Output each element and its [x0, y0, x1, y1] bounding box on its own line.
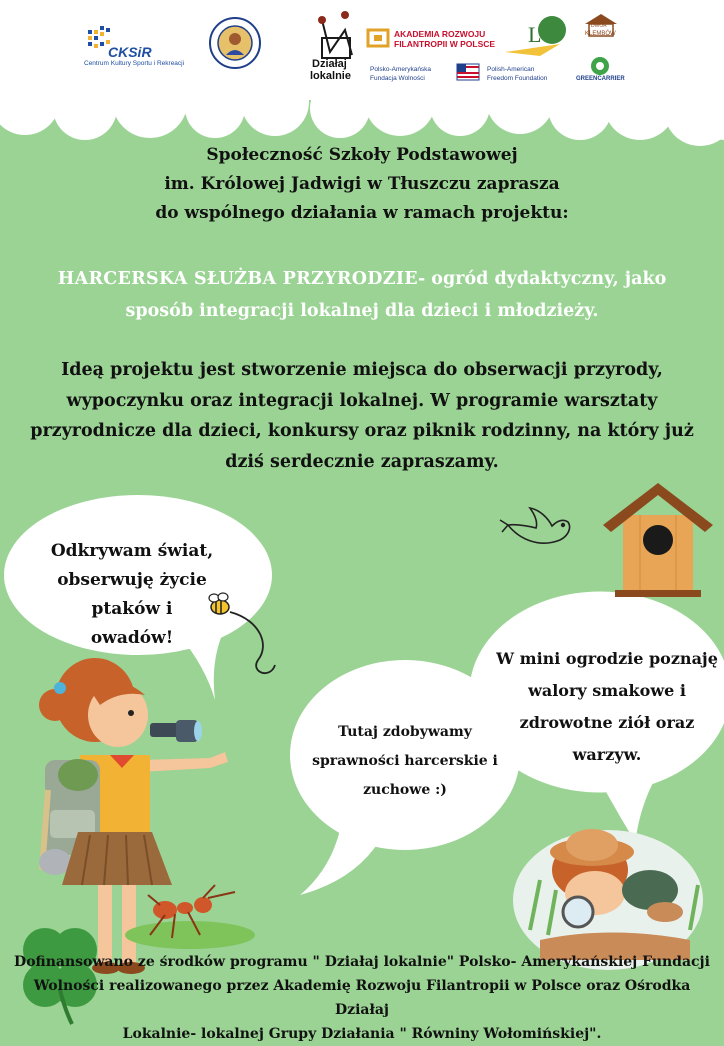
bubble-right-line: W mini ogrodzie poznaję: [496, 649, 718, 668]
bubble-left-line: obserwuję życie ptaków i: [57, 570, 207, 619]
dzialaj-line1: Działaj: [312, 58, 347, 70]
project-subtitle-part1: - ogród dydaktyczny, jako: [417, 269, 667, 289]
idea-line: wypoczynku oraz integracji lokalnej. W programie warsztaty: [66, 390, 658, 411]
akademia-line2: FILANTROPII W POLSCE: [394, 39, 496, 49]
footer-line: Lokalnie- lokalnej Grupy Działania " Równiny Wołomińskiej".: [122, 1026, 602, 1042]
cksir-name: Centrum Kultury Sportu i Rekreacji: [84, 60, 185, 67]
ant-on-leaf-illustration: [125, 885, 255, 949]
akademia-line1: AKADEMIA ROZWOJU: [394, 29, 486, 39]
pafw-line1: Polsko-Amerykańska: [370, 66, 432, 73]
paff-line1: Polish-American: [487, 66, 535, 73]
bubble-middle-line: sprawności harcerskie i: [312, 753, 498, 769]
project-title: HARCERSKA SŁUŻBA PRZYRODZIE: [57, 269, 418, 289]
bubble-middle-text: [310, 718, 500, 805]
pafw-flag-icon: [457, 64, 479, 80]
footer-line: Wolności realizowanego przez Akademię Rozwoju Filantropii w Polsce oraz Ośrodka Działaj: [33, 978, 691, 1018]
pafw-line2: Fundacja Wolności: [370, 75, 425, 82]
footer-line: Dofinansowano ze środków programu " Działaj lokalnie" Polsko- Amerykańskiej Fundacji: [14, 954, 710, 970]
paff-line2: Freedom Foundation: [487, 75, 548, 82]
bubble-right-line: walory smakowe i: [528, 681, 686, 700]
bubble-middle-line: zuchowe :): [363, 782, 447, 798]
bubble-middle-line: Tutaj zdobywamy: [338, 724, 472, 740]
boy-with-magnifier-illustration: [513, 829, 703, 970]
dwor-line2: KLEMBÓW: [585, 31, 616, 37]
project-subtitle-part2: sposób integracji lokalnej dla dzieci i młodzieży.: [125, 301, 599, 321]
intro-line: do wspólnego działania w ramach projektu:: [155, 203, 569, 223]
project-idea-paragraph: [18, 355, 706, 477]
project-headline: [20, 263, 704, 327]
greencarrier-name: GREENCARRIER: [576, 76, 625, 82]
idea-line: Ideą projektu jest stworzenie miejsca do obserwacji przyrody,: [61, 360, 663, 380]
idea-line: dziś serdecznie zapraszamy.: [225, 451, 499, 472]
bubble-left-line: Odkrywam świat,: [50, 541, 214, 561]
school-seal-logo: [210, 18, 260, 68]
intro-line: im. Królowej Jadwigi w Tłuszczu zaprasza: [164, 174, 560, 194]
birdhouse-icon: [603, 483, 713, 597]
bird-icon: [500, 508, 570, 543]
intro-text: [110, 141, 614, 228]
funding-footer: [10, 950, 714, 1046]
dwor-line1: DWÓR: [591, 23, 607, 29]
bubble-right-text: [492, 643, 722, 771]
dzialaj-line2: lokalnie: [310, 70, 351, 82]
bubble-right-line: warzyw.: [572, 745, 642, 764]
bubble-right-line: zdrowotne ziół oraz: [519, 713, 695, 732]
cksir-mark: CKSiR: [108, 44, 152, 60]
bubble-left-text: [22, 537, 242, 653]
svg-text:L: L: [528, 22, 542, 47]
intro-line: Społeczność Szkoły Podstawowej: [206, 145, 518, 165]
top-cloud: [0, 0, 724, 146]
bubble-left-line: owadów!: [90, 628, 174, 648]
idea-line: przyrodnicze dla dzieci, konkursy oraz piknik rodzinny, na który już: [30, 421, 694, 441]
greencarrier-logo-mark: [591, 57, 609, 75]
